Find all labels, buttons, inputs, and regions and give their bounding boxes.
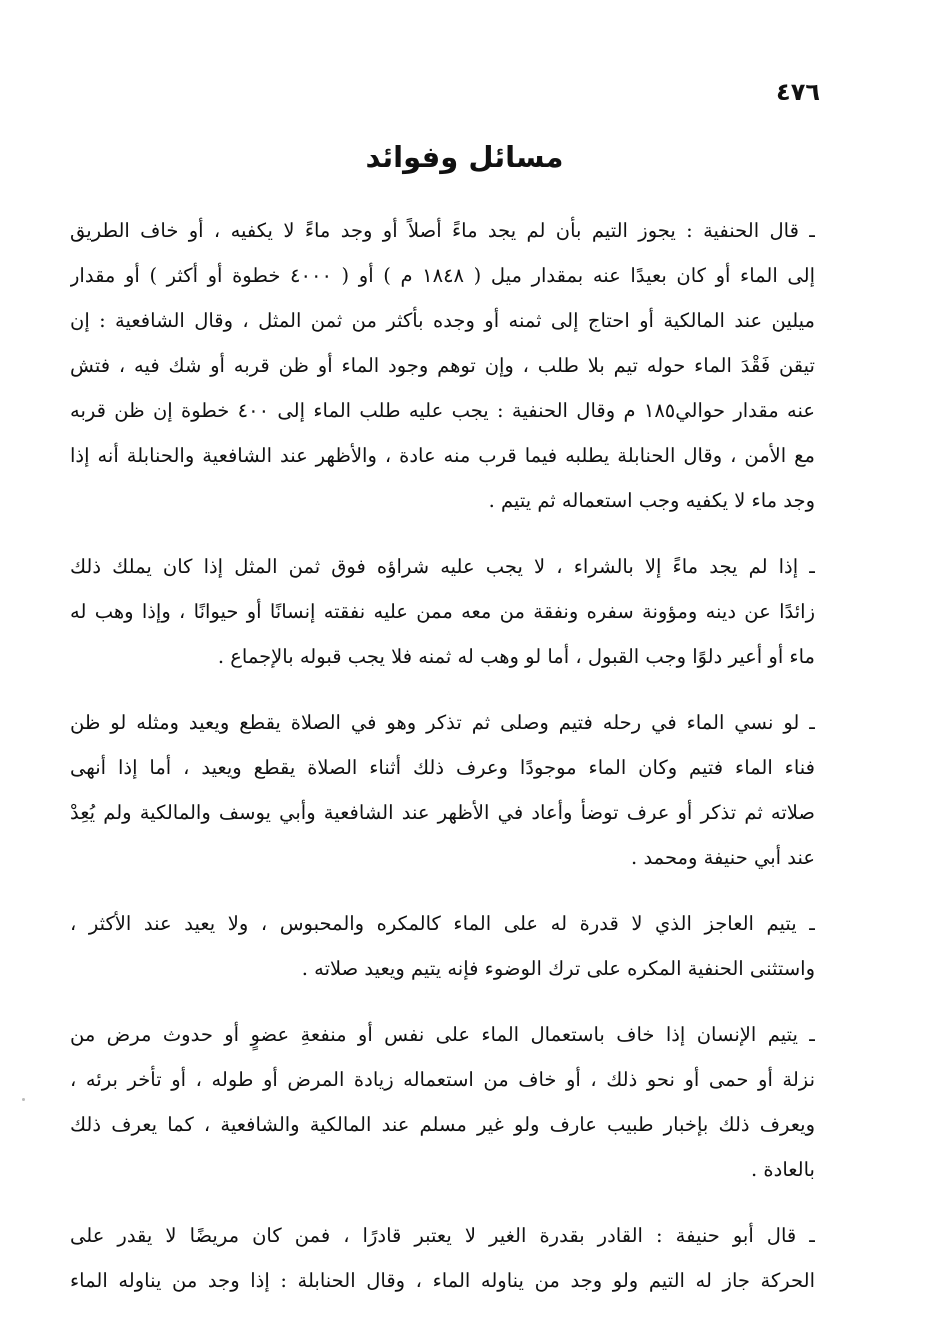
text-body — [70, 208, 815, 1324]
text-line: ماء أو أعير دلوًا وجب القبول ، أما لو وهب له ثمنه فلا يجب قبوله بالإجماع . — [217, 645, 815, 668]
text-line: واستثنى الحنفية المكره على ترك الوضوء فإنه يتيم ويعيد صلاته . — [301, 957, 815, 980]
paragraph-capability-through-others — [70, 1213, 815, 1303]
paragraph-fear-of-harm — [70, 1012, 815, 1192]
text-line: تيقن فَقْدَ الماء حوله تيم بلا طلب ، وإن توهم وجود الماء أو ظن قربه أو شك فيه ، فتش — [70, 354, 815, 377]
text-line: فناء الماء فتيم وكان الماء موجودًا وعرف ذلك أثناء الصلاة يقطع ويعيد ، أما إذا أنهى — [70, 756, 815, 779]
text-line: بالعادة . — [751, 1158, 815, 1181]
text-line: ـ يتيم العاجز الذي لا قدرة له على الماء كالمكره والمحبوس ، ولا يعيد عند الأكثر ، — [70, 912, 815, 935]
scan-speck — [22, 1098, 25, 1101]
text-line: عند أبي حنيفة ومحمد . — [631, 846, 815, 869]
text-line: الحركة جاز له التيم ولو وجد من يناوله الماء ، وقال الحنابلة : إذا وجد من يناوله الماء — [70, 1269, 815, 1292]
text-line: عنه مقدار حوالي١٨٥ م وقال الحنفية : يجب عليه طلب الماء إلى ٤٠٠ خطوة إن ظن قربه — [70, 399, 815, 422]
paragraph-tayammum-conditions — [70, 208, 815, 523]
text-line: ميلين عند المالكية أو احتاج إلى ثمنه أو وجده بأكثر من ثمن المثل ، وقال الشافعية : إن — [70, 309, 815, 332]
text-line: ويعرف ذلك بإخبار طبيب عارف ولو غير مسلم عند المالكية والشافعية ، كما يعرف ذلك — [70, 1113, 815, 1136]
page-title: مسائل وفوائد — [365, 140, 564, 174]
page-number: ٤٧٦ — [776, 78, 820, 106]
text-line: مع الأمن ، وقال الحنابلة يطلبه فيما قرب منه عادة ، والأظهر عند الشافعية والحنابلة أنه إذا — [70, 444, 815, 467]
paragraph-incapable-person — [70, 901, 815, 991]
text-line: إلى الماء أو كان بعيدًا عنه بمقدار ميل ( ١٨٤٨ م ) أو ( ٤٠٠٠ خطوة أو أكثر ) أو مقدار — [70, 264, 815, 287]
text-line: ـ قال الحنفية : يجوز التيم بأن لم يجد ماءً أصلاً أو وجد ماءً لا يكفيه ، أو خاف الطريق — [70, 219, 815, 242]
text-line: ـ لو نسي الماء في رحله فتيم وصلى ثم تذكر وهو في الصلاة يقطع ويعيد ومثله لو ظن — [70, 711, 815, 734]
text-line: وجد ماء لا يكفيه وجب استعماله ثم يتيم . — [488, 489, 815, 512]
text-line: صلاته ثم تذكر أو عرف توضأ وأعاد في الأظهر عند الشافعية وأبي يوسف والمالكية ولم يُعِدْ — [70, 801, 815, 824]
text-line: نزلة أو حمى أو نحو ذلك ، أو خاف من استعماله زيادة المرض أو طوله ، أو تأخر برئه ، — [70, 1068, 815, 1091]
text-line: ـ يتيم الإنسان إذا خاف باستعمال الماء على نفس أو منفعةِ عضوٍ أو حدوث مرض من — [70, 1023, 815, 1046]
text-line: ـ إذا لم يجد ماءً إلا بالشراء ، لا يجب عليه شراؤه فوق ثمن المثل إذا كان يملك ذلك — [70, 555, 815, 578]
text-line: زائدًا عن دينه ومؤونة سفره ونفقة من معه ممن عليه نفقته إنسانًا أو حيوانًا ، وإذا وهب له — [70, 600, 815, 623]
paragraph-forgot-water — [70, 700, 815, 880]
paragraph-buying-water — [70, 544, 815, 679]
text-line: ـ قال أبو حنيفة : القادر بقدرة الغير لا يعتبر قادرًا ، فمن كان مريضًا لا يقدر على — [70, 1224, 815, 1247]
